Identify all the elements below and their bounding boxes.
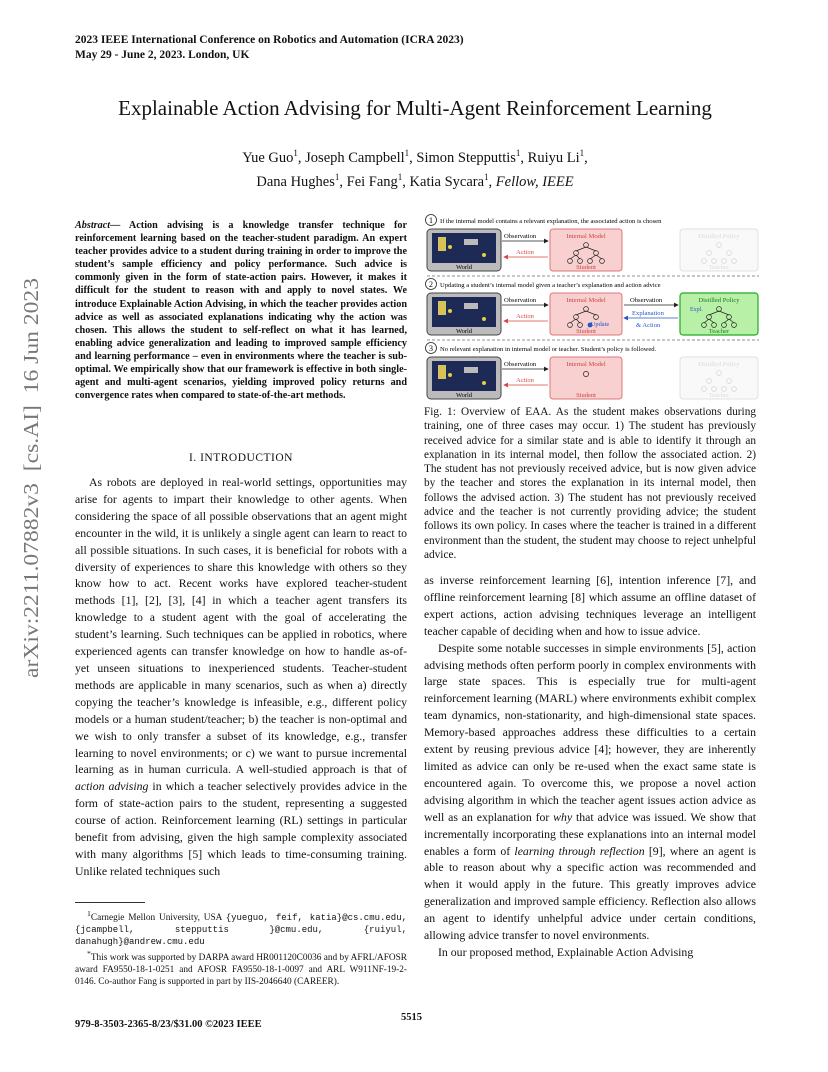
student-panel (550, 293, 622, 335)
teacher-label: Teacher (708, 392, 730, 399)
internal-model-label: Internal Model (566, 361, 606, 368)
student-panel (550, 229, 622, 271)
affiliation-mark: 1 (484, 171, 489, 182)
intro-emphasis: action advising (75, 779, 149, 794)
author-name: Ruiyu Li (527, 149, 580, 166)
author-name: Dana Hughes (256, 173, 335, 190)
footnote-rule (75, 902, 145, 903)
abstract-text: Action advising is a knowledge transfer technique for reinforcement learning based on the teacher-student paradigm. An expert teacher provides advice to a student during training in order to improve the student’s sample efficiency and policy performance. Such advice is commonly given in the form of state-action pairs. However, it makes it difficult for the student to reason with and apply to novel states. We introduce Explainable Action Advising, in which the teacher provides action advice as well as associated explanations indicating why the action was chosen. This allows the student to self-reflect on what it has learned, enabling advice generalization and leading to improved sample efficiency and learning performance – even in environments where the teacher is sub-optimal. We empirically show that our framework is effective in both single-agent and multi-agent scenarios, yielding improved policy returns and convergence rates when compared to state-of-the-art methods. (75, 220, 407, 402)
explanation-label: Explanation (632, 310, 664, 317)
affiliation-emails: {yueguo, feif, katia}@cs.cmu.edu, {jcampbell, stepputtis }@cmu.edu, {ruiyul, danahugh}@andrew.cmu.edu (75, 913, 408, 948)
world-panel (427, 229, 501, 271)
paragraph-continuation: as inverse reinforcement learning [6], intention inference [7], and offline reinforcement learning [8] which assume an offline dataset of expert actions, action advising techniques leverage an intelligent teacher capable of deciding when and how to issue advice. (424, 573, 756, 638)
observation-label: Observation (630, 297, 663, 304)
right-column-text (424, 572, 756, 961)
page-number: 5515 (401, 1012, 422, 1023)
action-label: Action (516, 377, 534, 384)
support-text: This work was supported by DARPA award HR001120C0036 and by AFRL/AFOSR award FA9550-18-1-0251 and AFOSR FA9550-18-1-0097 and ARL W911NF-19-2-0146. Co-author Fang is supported in part by IIS-2046640 (CAREER). (75, 953, 407, 988)
author-line-2: Dana Hughes$^1$, Fei Fang$^1$, Katia Sycara$^1$, Fellow, IEEE (256, 171, 574, 190)
intro-paragraph (75, 474, 407, 880)
internal-model-label: Internal Model (566, 233, 606, 240)
world-label: World (455, 392, 473, 399)
emphasis: learning through reflection (514, 843, 645, 858)
abstract: Abstract— Action advising is a knowledge transfer technique for reinforcement learning based on the teacher-student paradigm. An expert teacher provides advice to a student during training in order to improve the student’s sample efficiency and policy performance. Such advice is commonly given in the form of state-action pairs. However, it makes it difficult for the student to reason with and apply to novel states. We introduce Explainable Action Advising, in which the teacher provides action advice as well as associated explanations indicating why the action was chosen. This allows the student to self-reflect on what it has learned, enabling advice generalization and leading to improved sample efficiency and learning performance – even in environments where the teacher is sub-optimal. We empirically show that our framework is effective in both single-agent and multi-agent scenarios, yielding improved policy returns and convergence rates when compared to state-of-the-art methods. (75, 220, 407, 402)
isbn-copyright: 979-8-3503-2365-8/23/$31.00 ©2023 IEEE (75, 1019, 262, 1030)
arxiv-stamp-text: arXiv:2211.07882v3 [cs.AI] 16 Jun 2023 (19, 313, 43, 678)
paper-title: Explainable Action Advising for Multi-Agent Reinforcement Learning (118, 96, 712, 120)
student-panel (550, 357, 622, 399)
conference-header (75, 33, 464, 63)
teacher-panel-faded (680, 357, 758, 399)
author-name: Simon Stepputtis (416, 149, 516, 166)
section-heading: I. INTRODUCTION (189, 452, 293, 464)
case-2-description: Updating a student’s internal model given a teacher’s explanation and action advice (440, 282, 661, 289)
support-footnote: *This work was supported by DARPA award HR001120C0036 and by AFRL/AFOSR award FA9550-18-1-0251 and AFOSR FA9550-18-1-0097 and ARL W911NF-19-2-0146. Co-author Fang is supported in part by IIS-2046640 (CAREER). (75, 949, 407, 988)
update-label: Update (590, 321, 610, 328)
and-action-label: & Action (636, 322, 661, 329)
author-name: Katia Sycara (409, 173, 485, 190)
abstract-label: Abstract (75, 220, 111, 231)
conference-dates: May 29 - June 2, 2023. London, UK (75, 49, 250, 61)
author-name: Fei Fang (346, 173, 398, 190)
teacher-panel (680, 293, 758, 335)
author-name: Joseph Campbell (305, 149, 405, 166)
expl-label: Expl. (690, 307, 703, 313)
affiliation-mark: 1 (404, 148, 410, 158)
teacher-label: Teacher (708, 328, 730, 335)
action-label: Action (516, 313, 534, 320)
affiliation-mark: 1 (87, 909, 91, 918)
world-panel (427, 357, 501, 399)
affiliation-mark: 1 (515, 148, 521, 158)
observation-label: Observation (504, 361, 537, 368)
world-label: World (455, 264, 473, 271)
affiliation-text: Carnegie Mellon University, USA (90, 913, 226, 924)
author-line-1: Yue Guo$^1$, Joseph Campbell$^1$, Simon Stepputtis$^1$, Ruiyu Li$^1$, (242, 148, 588, 166)
affiliation-footnote (75, 908, 407, 948)
affiliation-mark: 1 (579, 148, 585, 158)
intro-text: As robots are deployed in real-world settings, opportunities may arise for agents to impart their knowledge to other agents. When considering the space of all possible observations that an agent might encounter in the wild, it is unlikely a single agent can learn to react to all possible situations. In such cases, it is beneficial for robots with a diversity of experiences to share this knowledge with others so they know how to act. Recent works have explored teacher-student methods [1], [2], [3], [4] in which a teacher agent transfers its knowledge to a student agent with the goal of accelerating the student’s learning. Such techniques can be applied in robotics, where experienced agents can transfer knowledge on how to handle as-of-yet unseen situations to inexperienced students. Teacher-student methods are applicable in many scenarios, such as when a) directly copying the teacher’s knowledge is infeasible, e.g., different policy models or a human student/teacher; b) the teacher is non-optimal and we wish to only transfer a subset of its knowledge, e.g., transfer learning to novel environments; or c) we want to pursue incremental learning as in human curricula. A well-studied approach is that of (75, 475, 407, 777)
footnotes (75, 908, 407, 988)
case-3-description: No relevant explanation in internal model or teacher. Student’s policy is followed. (440, 346, 657, 353)
case-1-description: If the internal model contains a relevant explanation, the associated action is chosen (440, 218, 662, 225)
author-list (150, 144, 680, 192)
paragraph (424, 640, 756, 944)
student-label: Student (576, 392, 596, 399)
case-number: 2 (429, 280, 433, 289)
paragraph-text: Despite some notable successes in simple environments [5], action advising methods often perform poorly in complex environments with large state spaces. This is especially true for multi-agent reinforcement learning (MARL) where environments exhibit complex team dynamics, non-stationarity, and high-dimensional state spaces. Memory-based approaches address these difficulties to a certain extent by reusing previous advice [4]; however, they are inherently limited as advice can only be re-used when the exact same state is encountered again. To overcome this, we propose a novel action advising algorithm in which the teacher agent issues action advice as well as an explanation for (424, 640, 756, 824)
figure-caption: Fig. 1: Overview of EAA. As the student makes observations during training, one of three cases may occur. 1) The student has previously received advice for a similar state and is able to identify it through an explanation in its internal model, then follow the associated action. 2) The student has not previously received advice, but is now given advice by the teacher and stores the explanation in its internal model, then follows the advised action. 3) The student has not previously received advice and the teacher is not currently providing advice; the student follows its own policy. In cases where the teacher is trained in a different environment than the student, the student may choose to reject unhelpful advice. (424, 406, 756, 561)
distilled-policy-label: Distilled Policy (698, 233, 740, 240)
observation-label: Observation (504, 233, 537, 240)
distilled-policy-label: Distilled Policy (698, 297, 740, 304)
author-name: Yue Guo (242, 149, 294, 166)
emphasis: why (553, 809, 573, 824)
paragraph: In our proposed method, Explainable Action Advising (438, 944, 694, 959)
paragraph-text: that advice was issued. We show that incrementally incorporating these explanations into an internal model enables a form of (424, 809, 756, 858)
world-panel (427, 293, 501, 335)
affiliation-mark: 1 (397, 171, 403, 182)
affiliation-mark: 1 (334, 171, 340, 182)
internal-model-label: Internal Model (566, 297, 606, 304)
teacher-panel-faded (680, 229, 758, 271)
distilled-policy-label: Distilled Policy (698, 361, 740, 368)
paragraph-text: [9], where an agent is able to reason about why a specific action was recommended and when it would apply in the future. This greatly improves advice generalization and improved sample efficiency. Reflection also allows an agent to identify unhelpful advice under certain conditions, allowing advice transfer to novel environments. (424, 843, 756, 943)
case-number: 3 (429, 344, 433, 353)
arxiv-stamp (4, 268, 52, 688)
intro-text: in which a teacher selectively provides advice in the form of state-action pairs to the student, representing a suggested course of action. Reinforcement learning (RL) settings in particular benefit from advising, given the high sample complexity associated with many algorithms [5] which leads to time-consuming training. Unlike related techniques such (75, 779, 407, 878)
case-number: 1 (429, 216, 433, 225)
teacher-label: Teacher (708, 264, 730, 271)
student-label: Student (576, 264, 596, 271)
observation-label: Observation (504, 297, 537, 304)
affiliation-mark: 1 (293, 148, 298, 158)
author-fellow-title: Fellow, IEEE (495, 173, 574, 190)
world-label: World (455, 328, 473, 335)
conference-name: 2023 IEEE International Conference on Robotics and Automation (ICRA 2023) (75, 34, 464, 46)
student-label: Student (576, 328, 596, 335)
figure-1 (424, 212, 762, 400)
action-label: Action (516, 249, 534, 256)
